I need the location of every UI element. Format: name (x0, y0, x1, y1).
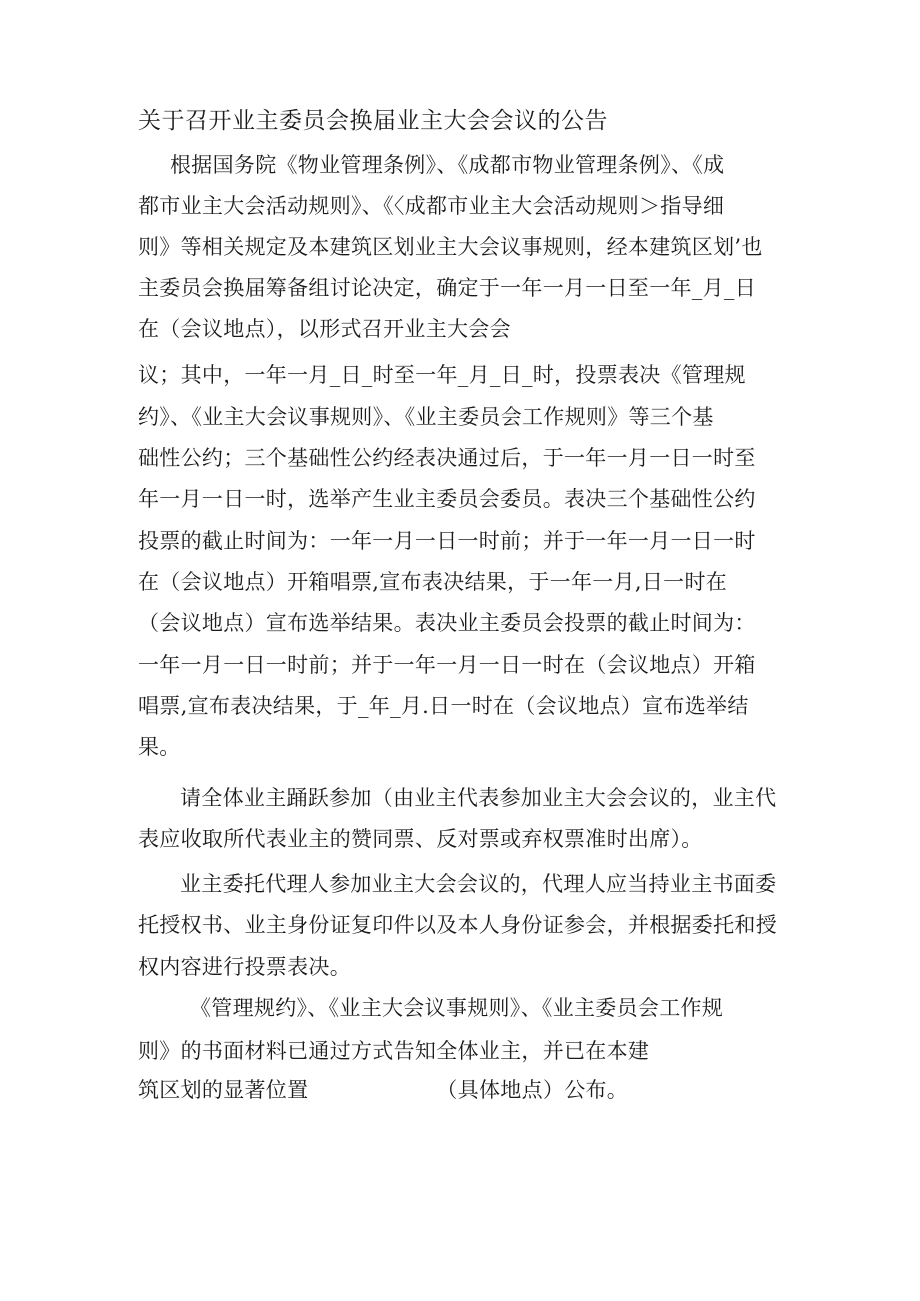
text-line: 则》等相关规定及本建筑区划业主大会议事规则，经本建筑区划’也 (138, 235, 763, 259)
text-line: 础性公约；三个基础性公约经表决通过后，于一年一月一日一时至 (138, 446, 756, 470)
text-line: 投票的截止时间为：一年一月一日一时前；并于一年一月一日一时 (138, 529, 756, 553)
text-line: 业主委托代理人参加业主大会会议的，代理人应当持业主书面委 (180, 872, 777, 896)
text-line: 《管理规约》、《业主大会议事规则》、《业主委员会工作规 (190, 996, 724, 1020)
text-line: 果。 (138, 735, 181, 759)
text-line: 在（会议地点），以形式召开业主大会会 (138, 317, 511, 341)
text-line: 一年一月一日一时前；并于一年一月一日一时在（会议地点）开箱 (138, 653, 756, 677)
text-line: 唱票,宣布表决结果，于_年_月.日一时在（会议地点）宣布选举结 (138, 694, 749, 718)
text-line-final (138, 1075, 628, 1105)
text-line: （会议地点）宣布选举结果。表决业主委员会投票的截止时间为： (138, 611, 756, 635)
text-line: 托授权书、业主身份证复印件以及本人身份证参会，并根据委托和授 (138, 913, 777, 937)
text-segment: （具体地点）公布。 (436, 1078, 629, 1102)
text-line: 约》、《业主大会议事规则》、《业主委员会工作规则》等三个基 (138, 405, 714, 429)
text-line: 年一月一日一时，选举产生业主委员会委员。表决三个基础性公约 (138, 487, 756, 511)
text-line: 根据国务院《物业管理条例》、《成都市物业管理条例》、《成 (170, 153, 725, 177)
text-line: 主委员会换届筹备组讨论决定，确定于一年一月一日至一年_月_日 (138, 276, 756, 300)
text-segment: 筑区划的显著位置 (138, 1078, 309, 1102)
text-line: 请全体业主踊跃参加（由业主代表参加业主大会会议的，业主代 (180, 786, 777, 810)
text-line: 表应收取所代表业主的赞同票、反对票或弃权票准时出席）。 (138, 827, 703, 851)
text-line: 议；其中，一年一月_日_时至一年_月_日_时，投票表决《管理规 (138, 363, 746, 387)
text-line: 权内容进行投票表决。 (138, 955, 351, 979)
text-line: 在（会议地点）开箱唱票,宣布表决结果，于一年一月,日一时在 (138, 570, 728, 594)
page-title: 关于召开业主委员会换届业主大会会议的公告 (138, 108, 608, 134)
text-line: 则》的书面材料已通过方式告知全体业主，并已在本建 (138, 1039, 650, 1063)
text-line: 都市业主大会活动规则》、《〈成都市业主大会活动规则＞指导细 (138, 194, 725, 218)
